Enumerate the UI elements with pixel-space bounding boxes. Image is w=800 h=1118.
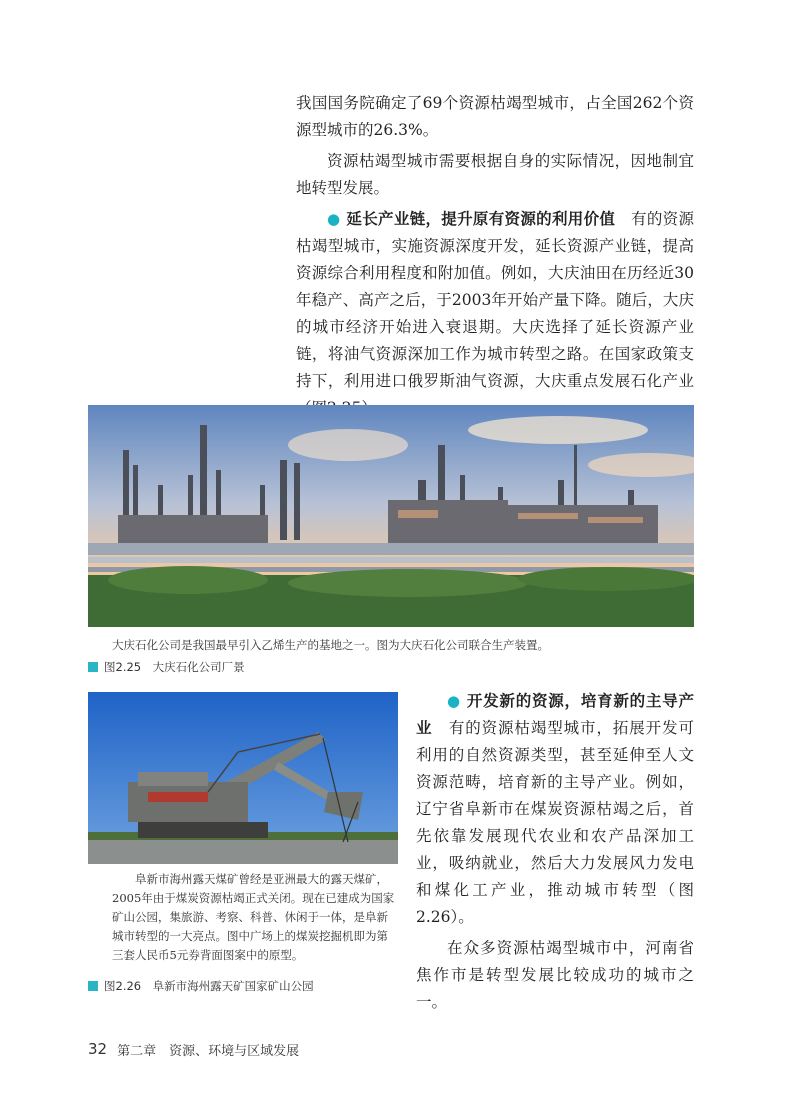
paragraph-4-body: 有的资源枯竭型城市，拓展开发可利用的自然资源类型，甚至延伸至人文资源范畴，培育新的主导产业。例如，辽宁省阜新市在煤炭资源枯竭之后，首先依靠发展现代农业和农产品深加工业，吸纳就业，然后大力发展风力发电和煤化工产业，推动城市转型（图2.26）。 <box>416 719 694 926</box>
refinery-illustration <box>88 405 694 627</box>
figure-2-26-caption-block <box>112 870 398 965</box>
page-footer <box>88 1040 299 1059</box>
bullet-dot-icon: ● <box>327 210 341 228</box>
figure-2-26-title: 图2.26 阜新市海州露天矿国家矿山公园 <box>104 979 314 993</box>
paragraph-5: 在众多资源枯竭型城市中，河南省焦作市是转型发展比较成功的城市之一。 <box>416 939 694 1011</box>
paragraph-1: 我国国务院确定了69个资源枯竭型城市，占全国262个资源型城市的26.3%。 <box>296 94 694 139</box>
figure-2-26-caption: 阜新市海州露天煤矿曾经是亚洲最大的露天煤矿，2005年由于煤炭资源枯竭正式关闭。现在已建成为国家矿山公园，集旅游、考察、科普、休闲于一体，是阜新城市转型的一大亮点。图中广场上的煤炭挖掘机即为第三套人民币5元券背面图案中的原型。 <box>112 872 395 962</box>
paragraph-4 <box>416 688 694 931</box>
figure-2-25-caption-block <box>112 636 694 655</box>
top-text <box>296 90 694 422</box>
paragraph-3 <box>296 206 694 422</box>
page-number: 32 <box>88 1040 108 1058</box>
chapter-title: 第二章 资源、环境与区域发展 <box>117 1044 300 1059</box>
section-heading-extend-chain: 延长产业链，提升原有资源的利用价值 <box>346 210 616 228</box>
daqing-petrochemical-photo <box>88 405 694 627</box>
figure-2-25-caption: 大庆石化公司是我国最早引入乙烯生产的基地之一。图为大庆石化公司联合生产装置。 <box>112 638 549 652</box>
right-column-text <box>416 688 694 1016</box>
fuxin-mine-park-photo <box>88 692 398 864</box>
bullet-dot-icon: ● <box>447 692 461 710</box>
section-heading-new-resources: 开发新的资源，培育新的主导产业 <box>416 692 694 737</box>
excavator-illustration <box>88 692 398 864</box>
figure-marker-icon <box>88 981 98 991</box>
figure-2-25-title: 图2.25 大庆石化公司厂景 <box>104 660 245 674</box>
figure-2-25-label <box>88 659 245 675</box>
paragraph-3-body: 有的资源枯竭型城市，实施资源深度开发，延长资源产业链，提高资源综合利用程度和附加值。例如，大庆油田在历经近30年稳产、高产之后，于2003年开始产量下降。随后，大庆的城市经济开始进入衰退期。大庆选择了延长资源产业链，将油气资源深加工作为城市转型之路。在国家政策支持下，利用进口俄罗斯油气资源，大庆重点发展石化产业 <box>296 210 694 390</box>
paragraph-2: 资源枯竭型城市需要根据自身的实际情况，因地制宜地转型发展。 <box>296 152 694 197</box>
figure-2-26-label <box>88 978 314 994</box>
figure-marker-icon <box>88 662 98 672</box>
